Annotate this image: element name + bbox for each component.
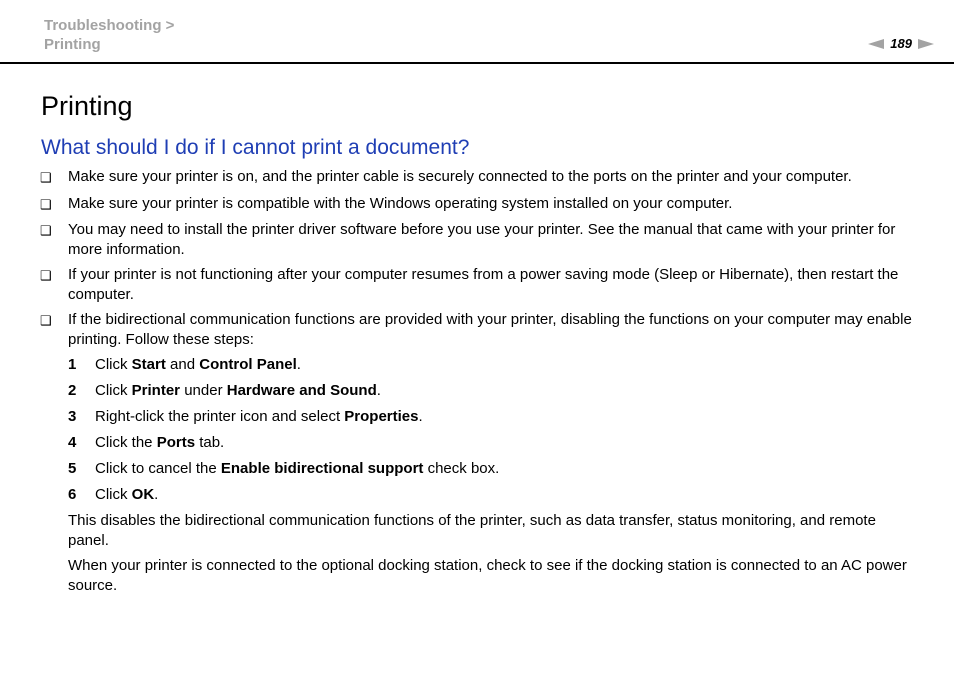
bullet-text: Make sure your printer is on, and the printer cable is securely connected to the ports on the printer and your computer. [68,168,852,185]
page-number: 189 [890,36,912,51]
step-item [68,407,920,427]
bullet-item [40,310,920,349]
bullet-text: If your printer is not functioning after your computer resumes from a power saving mode (Sleep or Hibernate), then restart the computer. [68,266,899,303]
next-page-icon[interactable] [918,39,934,49]
step-text: Click to cancel the Enable bidirectional support check box. [95,460,500,477]
checkbox-bullet-icon: ❑ [40,196,52,212]
step-item [68,355,920,375]
section-title: What should I do if I cannot print a document? [41,136,470,159]
step-item [68,381,920,401]
breadcrumb-current[interactable]: Printing [44,36,101,53]
previous-page-icon[interactable] [868,39,884,49]
steps-list [68,355,920,505]
header-divider [0,62,954,64]
step-number: 5 [68,460,77,477]
bullet-text: If the bidirectional communication functions are provided with your printer, disabling the functions on your computer may enable printing. Follow these steps: [68,311,912,348]
bullet-item [40,220,920,259]
step-item [68,485,920,505]
checkbox-bullet-icon: ❑ [40,313,52,328]
step-text: Click the Ports tab. [95,434,225,451]
checkbox-bullet-icon: ❑ [40,170,52,185]
bullet-text: Make sure your printer is compatible with the Windows operating system installed on your computer. [68,194,733,212]
step-item [68,459,920,479]
step-number: 4 [68,434,77,451]
breadcrumb-parent[interactable]: Troubleshooting > [44,17,175,34]
step-number: 1 [68,356,77,373]
note-paragraph: When your printer is connected to the optional docking station, check to see if the docking station is connected to an AC power source. [68,557,907,594]
note-paragraph: This disables the bidirectional communication functions of the printer, such as data transfer, status monitoring, and remote panel. [68,512,876,549]
page-title: Printing [41,91,133,121]
step-text: Click Printer under Hardware and Sound. [95,382,381,399]
step-text: Click Start and Control Panel. [95,356,301,373]
step-text: Click OK. [95,486,159,503]
bullet-text: You may need to install the printer driver software before you use your printer. See the manual that came with your printer for more information. [68,221,896,258]
checkbox-bullet-icon: ❑ [40,268,52,283]
bullet-item [40,167,920,188]
step-number: 2 [68,382,77,399]
step-text: Right-click the printer icon and select Properties. [95,408,423,425]
breadcrumb [44,16,174,54]
step-item [68,433,920,453]
page-navigation [868,36,934,51]
bullet-item [40,265,920,304]
step-number: 3 [68,408,77,425]
checkbox-bullet-icon: ❑ [40,223,52,238]
bullet-item [40,194,920,215]
step-number: 6 [68,486,77,503]
content [40,167,920,601]
